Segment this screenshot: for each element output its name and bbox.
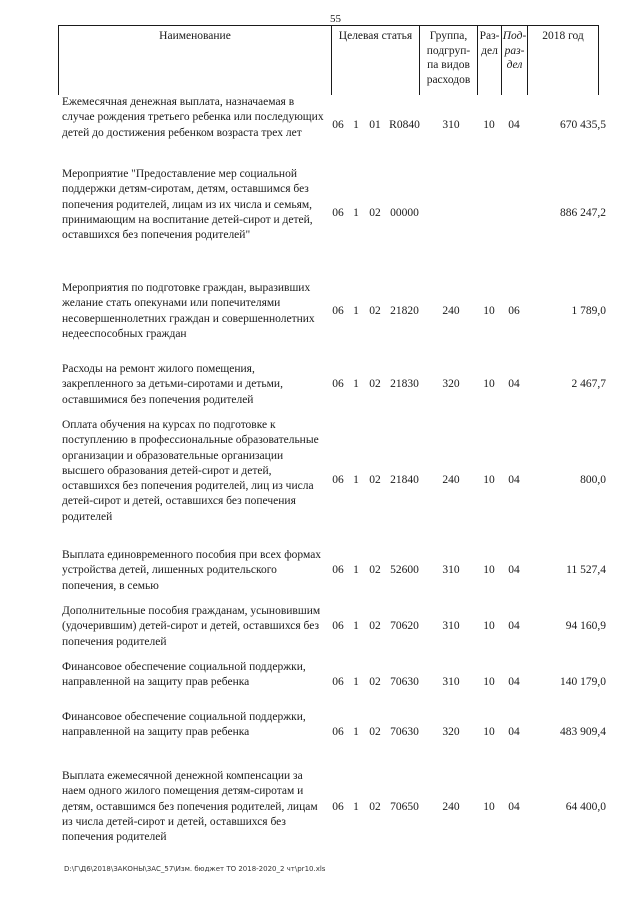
table-header bbox=[58, 25, 599, 95]
row-code-event: 02 bbox=[369, 801, 381, 813]
header-subsection-line: раз- bbox=[504, 44, 525, 57]
row-group: 310 bbox=[442, 620, 460, 632]
row-subsection: 06 bbox=[508, 305, 520, 317]
row-code-event: 02 bbox=[369, 676, 381, 688]
row-subsection: 04 bbox=[508, 676, 520, 688]
row-description: Мероприятия по подготовке граждан, выразивших желание стать опекунами или попечителями несовершеннолетних граждан и совершеннолетних недееспособных граждан bbox=[62, 282, 315, 340]
page-number: 55 bbox=[330, 13, 341, 25]
row-subsection: 04 bbox=[508, 726, 520, 738]
row-section: 10 bbox=[483, 620, 495, 632]
row-group: 310 bbox=[442, 564, 460, 576]
row-amount: 11 527,4 bbox=[566, 564, 606, 576]
header-group-line: Группа, bbox=[429, 30, 468, 42]
row-amount: 670 435,5 bbox=[560, 119, 606, 131]
row-group: 310 bbox=[442, 119, 460, 131]
row-code-subprogram: 1 bbox=[353, 207, 359, 219]
header-subsection-line: Под- bbox=[502, 30, 527, 42]
header-group bbox=[419, 26, 477, 95]
row-section: 10 bbox=[483, 726, 495, 738]
header-group-line: подгруп- bbox=[426, 44, 471, 57]
header-name: Наименование bbox=[159, 30, 231, 42]
row-description: Финансовое обеспечение социальной поддержки, направленной на защиту прав ребенка bbox=[62, 661, 306, 689]
row-amount: 886 247,2 bbox=[560, 207, 606, 219]
header-section-line: дел bbox=[481, 44, 498, 57]
row-code-program: 06 bbox=[332, 676, 344, 688]
row-section: 10 bbox=[483, 801, 495, 813]
row-subsection: 04 bbox=[508, 564, 520, 576]
row-description: Финансовое обеспечение социальной поддержки, направленной на защиту прав ребенка bbox=[62, 711, 306, 739]
header-target-article: Целевая статья bbox=[331, 26, 419, 95]
row-description: Оплата обучения на курсах по подготовке к поступлению в профессиональные образовательные организации и образовательные организации высшего образования детей-сирот и детей, оставшихся без попечения родителей, лиц из числа детей-сирот и детей, оставшихся без попечения родителей bbox=[62, 419, 319, 523]
row-amount: 800,0 bbox=[580, 474, 606, 486]
row-code-direction: 21840 bbox=[390, 474, 419, 486]
row-subsection: 04 bbox=[508, 620, 520, 632]
file-path-footer: D:\Г\Д6\2018\ЗАКОНЫ\ЗАС_57\Изм. бюджет ТО 2018-2020_2 чт\pr10.xls bbox=[64, 865, 326, 873]
row-code-subprogram: 1 bbox=[353, 119, 359, 131]
row-subsection: 04 bbox=[508, 474, 520, 486]
row-section: 10 bbox=[483, 119, 495, 131]
row-description: Выплата ежемесячной денежной компенсации за наем одного жилого помещения детям-сиротам и детям, оставшимся без попечения родителей, лицам из числа детей-сирот и детей, оставшихся без попечения родителей bbox=[62, 770, 318, 844]
row-subsection: 04 bbox=[508, 801, 520, 813]
row-section: 10 bbox=[483, 474, 495, 486]
row-code-event: 02 bbox=[369, 564, 381, 576]
row-code-event: 02 bbox=[369, 378, 381, 390]
row-code-subprogram: 1 bbox=[353, 801, 359, 813]
row-section: 10 bbox=[483, 305, 495, 317]
row-subsection: 04 bbox=[508, 119, 520, 131]
row-description: Дополнительные пособия гражданам, усыновившим (удочерившим) детей-сирот и детей, оставшихся без попечения родителей bbox=[62, 605, 321, 648]
row-subsection: 04 bbox=[508, 378, 520, 390]
header-subsection-line: дел bbox=[506, 59, 523, 71]
row-code-event: 02 bbox=[369, 726, 381, 738]
header-section bbox=[477, 26, 501, 95]
row-group: 310 bbox=[442, 676, 460, 688]
header-subsection bbox=[501, 26, 527, 95]
row-code-direction: 52600 bbox=[390, 564, 419, 576]
row-group: 240 bbox=[442, 474, 460, 486]
row-code-program: 06 bbox=[332, 207, 344, 219]
row-description: Ежемесячная денежная выплата, назначаемая в случае рождения третьего ребенка или последующих детей до достижения ребенком возраста трех лет bbox=[62, 96, 324, 139]
row-code-event: 02 bbox=[369, 305, 381, 317]
row-code-direction: 70630 bbox=[390, 726, 419, 738]
row-code-subprogram: 1 bbox=[353, 620, 359, 632]
row-code-subprogram: 1 bbox=[353, 726, 359, 738]
row-code-program: 06 bbox=[332, 620, 344, 632]
row-amount: 140 179,0 bbox=[560, 676, 606, 688]
row-code-direction: R0840 bbox=[389, 119, 420, 131]
row-description: Мероприятие "Предоставление мер социальной поддержки детям-сиротам, детям, оставшимся без попечения родителей, лицам из их числа и семьям, принимающим на воспитание детей-сирот и детей, оставшихся без попечения родителей" bbox=[62, 168, 313, 242]
row-code-program: 06 bbox=[332, 378, 344, 390]
row-code-subprogram: 1 bbox=[353, 474, 359, 486]
row-code-direction: 21820 bbox=[390, 305, 419, 317]
row-code-direction: 70650 bbox=[390, 801, 419, 813]
row-code-subprogram: 1 bbox=[353, 378, 359, 390]
row-section: 10 bbox=[483, 378, 495, 390]
row-description: Расходы на ремонт жилого помещения, закрепленного за детьми-сиротами и детьми, оставшимися без попечения родителей bbox=[62, 363, 283, 406]
header-group-line: па видов bbox=[427, 59, 470, 71]
row-code-program: 06 bbox=[332, 305, 344, 317]
row-code-event: 02 bbox=[369, 474, 381, 486]
row-amount: 2 467,7 bbox=[571, 378, 606, 390]
row-group: 240 bbox=[442, 801, 460, 813]
row-group: 320 bbox=[442, 378, 460, 390]
header-section-line: Раз- bbox=[479, 30, 500, 42]
row-amount: 1 789,0 bbox=[571, 305, 606, 317]
row-amount: 94 160,9 bbox=[565, 620, 606, 632]
row-code-direction: 21830 bbox=[390, 378, 419, 390]
row-code-event: 02 bbox=[369, 207, 381, 219]
row-amount: 483 909,4 bbox=[560, 726, 606, 738]
row-code-subprogram: 1 bbox=[353, 305, 359, 317]
header-year: 2018 год bbox=[527, 26, 598, 95]
row-code-event: 02 bbox=[369, 620, 381, 632]
row-group: 320 bbox=[442, 726, 460, 738]
row-code-program: 06 bbox=[332, 801, 344, 813]
row-code-event: 01 bbox=[369, 119, 381, 131]
row-code-program: 06 bbox=[332, 726, 344, 738]
row-code-direction: 70630 bbox=[390, 676, 419, 688]
row-section: 10 bbox=[483, 676, 495, 688]
header-group-line: расходов bbox=[426, 73, 471, 86]
row-code-subprogram: 1 bbox=[353, 676, 359, 688]
row-description: Выплата единовременного пособия при всех формах устройства детей, лишенных родительского попечения, в семью bbox=[62, 549, 322, 592]
row-section: 10 bbox=[483, 564, 495, 576]
row-code-subprogram: 1 bbox=[353, 564, 359, 576]
row-code-program: 06 bbox=[332, 564, 344, 576]
row-code-program: 06 bbox=[332, 119, 344, 131]
row-amount: 64 400,0 bbox=[565, 801, 606, 813]
row-code-direction: 00000 bbox=[390, 207, 419, 219]
row-code-program: 06 bbox=[332, 474, 344, 486]
row-group: 240 bbox=[442, 305, 460, 317]
row-code-direction: 70620 bbox=[390, 620, 419, 632]
